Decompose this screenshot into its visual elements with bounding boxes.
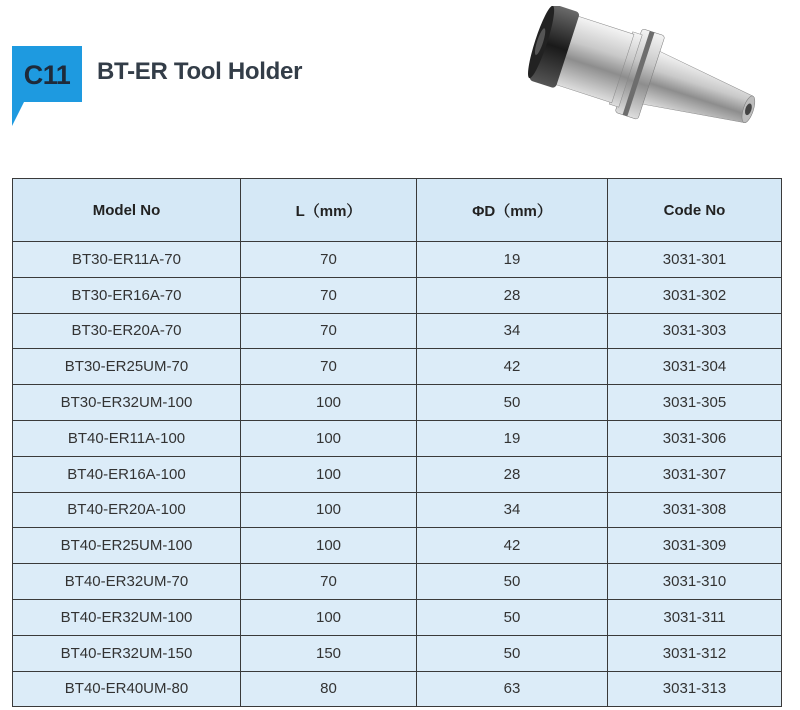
diameter-cell: 19 [417,420,608,456]
table-row [13,671,782,707]
length-cell: 80 [241,671,417,707]
code-no-cell: 3031-310 [608,564,782,600]
length-cell: 100 [241,385,417,421]
length-cell: 70 [241,277,417,313]
model-no-cell: BT40-ER11A-100 [13,420,241,456]
model-no-cell: BT30-ER32UM-100 [13,385,241,421]
column-header-diameter: ΦD（mm） [417,179,608,242]
table-row [13,277,782,313]
length-cell: 100 [241,420,417,456]
model-no-cell: BT40-ER25UM-100 [13,528,241,564]
diameter-cell: 50 [417,564,608,600]
table-row [13,456,782,492]
section-code: C11 [23,60,71,90]
model-no-cell: BT40-ER40UM-80 [13,671,241,707]
spec-table [12,178,782,707]
column-header-length: L（mm） [241,179,417,242]
code-no-cell: 3031-313 [608,671,782,707]
column-header-model-no: Model No [13,179,241,242]
table-row [13,635,782,671]
code-no-cell: 3031-303 [608,313,782,349]
diameter-cell: 50 [417,599,608,635]
page-title: BT-ER Tool Holder [97,58,303,85]
diameter-cell: 34 [417,313,608,349]
code-no-cell: 3031-311 [608,599,782,635]
model-no-cell: BT30-ER16A-70 [13,277,241,313]
table-row [13,385,782,421]
table-row [13,564,782,600]
code-no-cell: 3031-307 [608,456,782,492]
code-no-cell: 3031-305 [608,385,782,421]
diameter-cell: 34 [417,492,608,528]
length-cell: 100 [241,599,417,635]
table-header-row [13,179,782,242]
table-body [13,242,782,707]
section-badge [10,46,84,128]
model-no-cell: BT40-ER32UM-70 [13,564,241,600]
length-cell: 100 [241,456,417,492]
table-row [13,492,782,528]
diameter-cell: 28 [417,277,608,313]
table-row [13,599,782,635]
diameter-cell: 50 [417,385,608,421]
code-no-cell: 3031-304 [608,349,782,385]
code-no-cell: 3031-312 [608,635,782,671]
length-cell: 70 [241,349,417,385]
code-no-cell: 3031-302 [608,277,782,313]
bt-er-tool-holder-photo [522,6,770,144]
length-cell: 100 [241,492,417,528]
table-row [13,528,782,564]
length-cell: 100 [241,528,417,564]
model-no-cell: BT40-ER20A-100 [13,492,241,528]
model-no-cell: BT30-ER25UM-70 [13,349,241,385]
table-row [13,349,782,385]
column-header-code-no: Code No [608,179,782,242]
code-no-cell: 3031-308 [608,492,782,528]
code-no-cell: 3031-301 [608,242,782,278]
diameter-cell: 28 [417,456,608,492]
diameter-cell: 50 [417,635,608,671]
model-no-cell: BT40-ER16A-100 [13,456,241,492]
model-no-cell: BT30-ER20A-70 [13,313,241,349]
length-cell: 70 [241,242,417,278]
model-no-cell: BT40-ER32UM-150 [13,635,241,671]
model-no-cell: BT40-ER32UM-100 [13,599,241,635]
diameter-cell: 19 [417,242,608,278]
length-cell: 150 [241,635,417,671]
code-no-cell: 3031-306 [608,420,782,456]
code-no-cell: 3031-309 [608,528,782,564]
table-row [13,313,782,349]
diameter-cell: 42 [417,349,608,385]
table-row [13,242,782,278]
length-cell: 70 [241,564,417,600]
model-no-cell: BT30-ER11A-70 [13,242,241,278]
table-row [13,420,782,456]
length-cell: 70 [241,313,417,349]
diameter-cell: 42 [417,528,608,564]
diameter-cell: 63 [417,671,608,707]
